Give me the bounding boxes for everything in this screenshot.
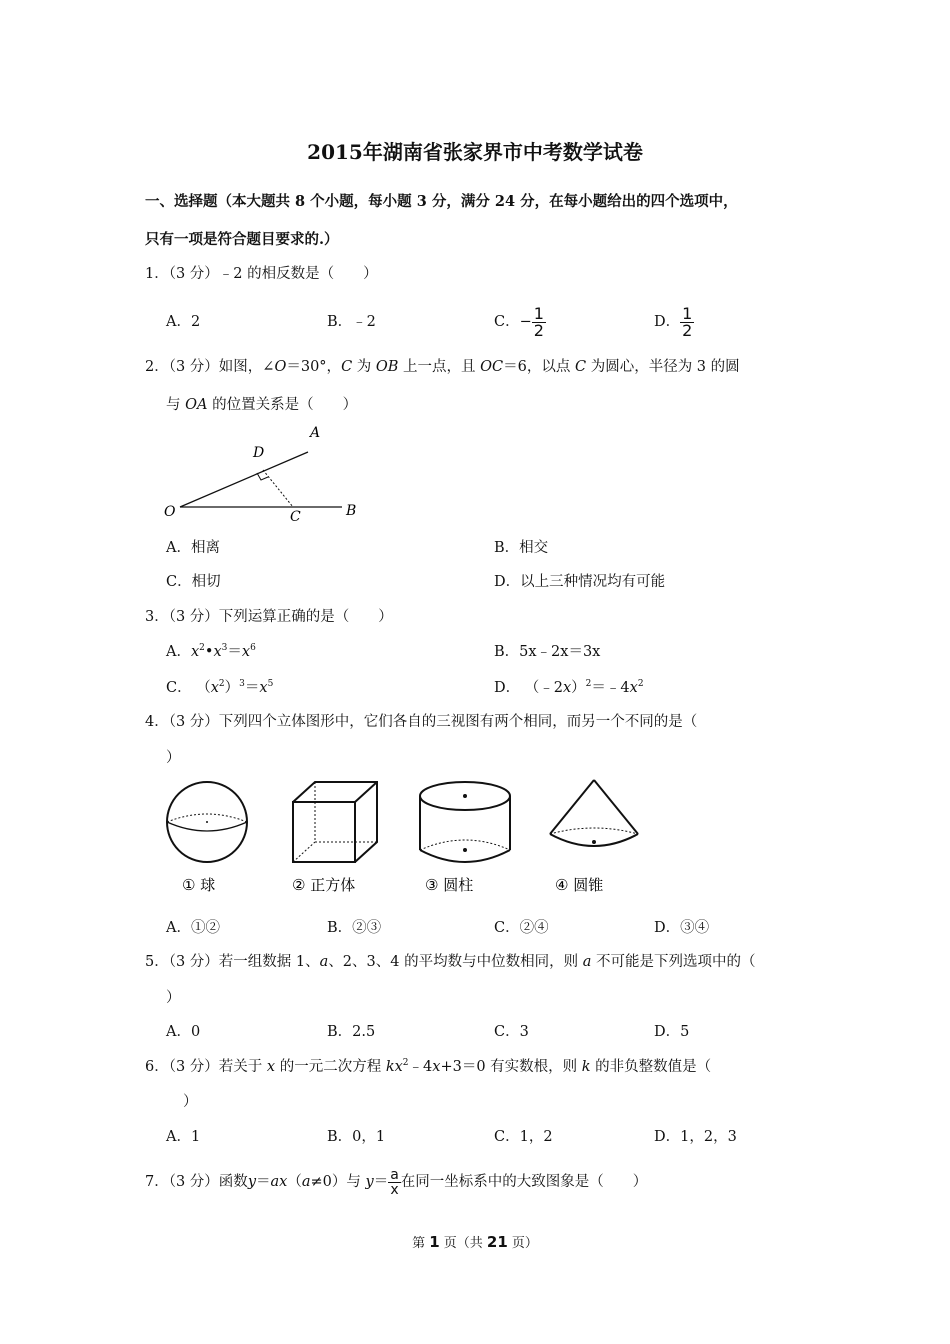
- ray-oa: [180, 452, 308, 507]
- question-2-line2: 与 OA 的位置关系是（ ）: [166, 397, 358, 413]
- fraction-one-half: $\frac{1}{2}$: [682, 303, 693, 340]
- q6-option-a: A．1: [166, 1129, 201, 1145]
- q4-option-a: A．①②: [166, 920, 220, 936]
- label-o: O: [164, 504, 176, 520]
- page-footer: 第 1 页（共 21 页）: [412, 1233, 538, 1251]
- q4-solid-figures: [160, 772, 660, 902]
- label-c: C: [290, 509, 301, 525]
- q1-option-c: C．− $\frac{1}{2}$: [494, 303, 544, 340]
- fraction-a-over-x: $\frac{a}{x}$: [390, 1166, 399, 1198]
- cone-label: ④ 圆锥: [555, 876, 604, 894]
- q1-option-b: B．﹣2: [327, 314, 376, 330]
- q6-option-b: B．0，1: [327, 1129, 386, 1145]
- perpendicular-dc: [263, 470, 293, 507]
- q2-option-b: B．相交: [494, 540, 549, 556]
- question-1-text: 1．（3 分）﹣2 的相反数是（ ）: [145, 266, 378, 282]
- q2-option-d: D．以上三种情况均有可能: [494, 574, 666, 590]
- q5-option-d: D．5: [654, 1024, 690, 1040]
- q6-option-c: C．1，2: [494, 1129, 553, 1145]
- cube-figure: [293, 782, 377, 862]
- q3-option-a: A．$x^2•x^3=x^6$: [166, 643, 256, 660]
- q3-option-d: D． $(﹣2x)^2=﹣4x^2$: [494, 679, 644, 696]
- q2-angle-figure: [160, 415, 370, 527]
- q4-option-b: B．②③: [327, 920, 382, 936]
- label-b: B: [346, 503, 357, 519]
- section-heading-line2: 只有一项是符合题目要求的.）: [145, 231, 339, 248]
- q3-option-b: B．5x﹣2x＝3x: [494, 644, 601, 660]
- cone-figure: [550, 780, 638, 846]
- sphere-figure: [167, 782, 247, 862]
- question-5-line1: 5．（3 分）若一组数据 1、a、2、3、4 的平均数与中位数相同，则 a 不可能是下列选项中的（: [145, 954, 756, 970]
- q5-option-a: A．0: [166, 1024, 201, 1040]
- q1-option-d: D． $\frac{1}{2}$: [654, 303, 693, 340]
- question-6-line1: 6．（3 分）若关于 x 的一元二次方程 $kx^2﹣4x+3=0$ 有实数根，则 k 的非负整数值是（: [145, 1058, 712, 1075]
- page-title: 2015年湖南省张家界市中考数学试卷: [307, 140, 643, 164]
- section-heading-line1: 一、选择题（本大题共 8 个小题，每小题 3 分，满分 24 分，在每小题给出的四个选项中，: [145, 193, 738, 210]
- current-page: 1: [429, 1233, 440, 1251]
- cylinder-label: ③ 圆柱: [425, 876, 474, 894]
- q1-option-a: A．2: [166, 314, 201, 330]
- q5-option-c: C．3: [494, 1024, 529, 1040]
- total-pages: 21: [486, 1233, 508, 1251]
- q5-option-b: B．2.5: [327, 1024, 376, 1040]
- question-2-line1: 2．（3 分）如图，∠O＝30°，C 为 OB 上一点，且 OC＝6，以点 C 为圆心，半径为 3 的圆: [145, 359, 740, 375]
- question-6-line2: ）: [183, 1094, 198, 1110]
- q4-option-d: D．③④: [654, 920, 710, 936]
- q6-option-d: D．1，2，3: [654, 1129, 737, 1145]
- q2-option-c: C．相切: [166, 574, 221, 590]
- sphere-label: ① 球: [182, 876, 216, 894]
- q3-option-c: C． $(x^2)^3=x^5$: [166, 679, 274, 696]
- label-d: D: [253, 445, 265, 461]
- cube-label: ② 正方体: [292, 876, 356, 894]
- q4-option-c: C．②④: [494, 920, 549, 936]
- question-7-line1: 7．（3 分）函数y＝ax（a≠0）与 y＝ $\frac{a}{x}$ 在同一坐标系中的大致图象是（ ）: [145, 1166, 648, 1198]
- fraction-minus-one-half: $\frac{1}{2}$: [533, 303, 544, 340]
- label-a: A: [310, 425, 321, 441]
- q2-option-a: A．相离: [166, 540, 220, 556]
- cylinder-figure: [420, 782, 510, 862]
- question-4-line1: 4．（3 分）下列四个立体图形中，它们各自的三视图有两个相同，而另一个不同的是（: [145, 714, 698, 730]
- question-5-line2: ）: [166, 990, 181, 1006]
- question-3-text: 3．（3 分）下列运算正确的是（ ）: [145, 609, 393, 625]
- question-4-line2: ）: [166, 750, 181, 766]
